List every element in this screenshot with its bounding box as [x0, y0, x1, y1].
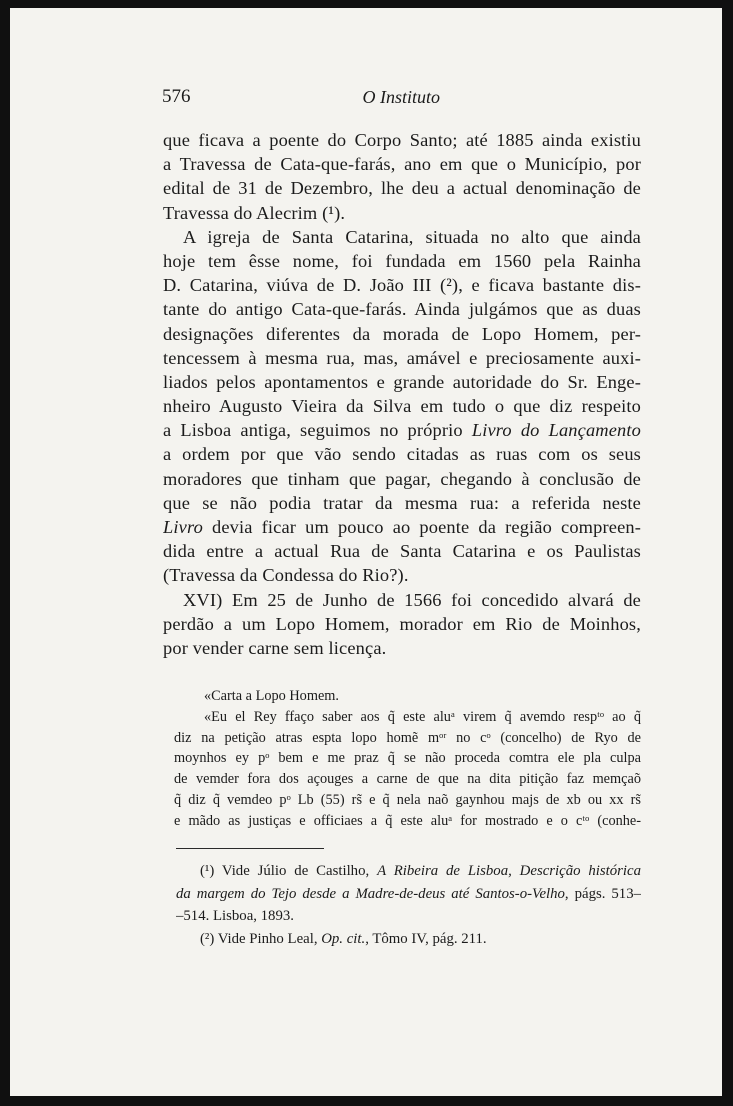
body-text	[163, 128, 641, 660]
footnote-1-line	[176, 860, 641, 883]
text-line: Travessa do Alecrim (¹).	[163, 202, 346, 223]
footnote-1-line	[176, 883, 641, 906]
text-line: por vender carne sem licença.	[163, 637, 387, 658]
text-line: que ficava a poente do Corpo Santo; até 1885 ainda existiu	[163, 130, 641, 150]
text-line: edital de 31 de Dezembro, lhe deu a actual denominação de	[163, 178, 641, 199]
footnote-text: (¹) Vide Júlio de Castilho,	[200, 863, 378, 879]
text-line-with-italic	[163, 418, 641, 442]
text-line: moradores que tinham que pagar, chegando à conclusão de	[163, 468, 641, 489]
quote-line: «Eu el Rey ffaço saber aos q̃ este aluᵃ virem q̃ avemdo respᵗᵒ ao q̃	[204, 708, 641, 725]
text-line: hoje tem êsse nome, foi fundada em 1560 pela Rainha	[163, 250, 641, 271]
text-line: a Travessa de Cata-que-farás, ano em que o Município, por	[163, 154, 641, 175]
quote-line: moynhos ey pᵒ bem e me praz q̃ se não proceda comtra ele pla culpa	[174, 750, 641, 767]
quote-line: diz na petição atras espta lopo homẽ mᵒʳ no cᵒ (concelho) de Ryo de	[174, 729, 641, 746]
text-line: XVI) Em 25 de Junho de 1566 foi concedido alvará de	[183, 589, 641, 610]
text-line: (Travessa da Condessa do Rio?).	[163, 565, 409, 586]
italic-book-title: Livro	[163, 517, 203, 537]
text-line: tante do antigo Cata-que-farás. Ainda julgámos que as duas	[163, 299, 641, 320]
footnote-divider	[176, 848, 324, 849]
page-number: 576	[162, 86, 191, 107]
running-title: O Instituto	[362, 87, 440, 107]
quote-line: q̃ diz q̃ vemdeo pᵒ Lb (55) rs̃ e q̃ nela naõ gaynhou majs de xb ou xx rs̃	[174, 791, 641, 808]
text-segment: devia ficar um pouco ao poente da região compreen-	[202, 517, 641, 537]
text-line: dida entre a actual Rua de Santa Catarina e os Paulistas	[163, 541, 641, 562]
text-line: a ordem por que vão sendo citadas as ruas com os seus	[163, 444, 641, 465]
footnote-italic-ref: Op. cit.	[321, 930, 366, 947]
footnote-text: , págs. 513–	[564, 885, 641, 902]
text-line-with-italic	[163, 515, 641, 539]
footnote-italic-title: da margem do Tejo desde a Madre-de-deus até Santos-o-Velho	[176, 885, 565, 902]
text-line: A igreja de Santa Catarina, situada no alto que ainda	[183, 226, 641, 247]
footnote-text: , Tômo IV, pág. 211.	[365, 930, 487, 947]
text-line: D. Catarina, viúva de D. João III (²), e ficava bastante dis-	[163, 275, 641, 296]
quote-line: «Carta a Lopo Homem.	[204, 688, 339, 704]
text-line: que se não podia tratar da mesma rua: a referida neste	[163, 492, 641, 513]
footnote-1-line: –514. Lisboa, 1893.	[176, 908, 294, 925]
book-page	[10, 8, 722, 1096]
text-line: liados pelos apontamentos e grande autoridade do Sr. Enge-	[163, 371, 641, 392]
quote-line: e mãdo as justiças e officiaes a q̃ este aluᵃ for mostrado e o cᵗᵒ (conhe-	[174, 812, 641, 829]
footnotes	[176, 860, 641, 950]
text-line: designações diferentes da morada de Lopo Homem, per-	[163, 323, 641, 344]
footnote-italic-title: A Ribeira de Lisboa, Descrição histórica	[377, 863, 641, 879]
page-header	[162, 86, 440, 110]
text-segment: a Lisboa antiga, seguimos no próprio	[163, 420, 472, 441]
footnote-text: (²) Vide Pinho Leal,	[200, 930, 322, 947]
quoted-document	[174, 686, 641, 832]
italic-book-title: Livro do Lançamento	[471, 420, 641, 441]
text-line: tencessem à mesma rua, mas, amável e preciosamente auxi-	[163, 347, 641, 368]
text-line: perdão a um Lopo Homem, morador em Rio de Moinhos,	[163, 613, 641, 634]
footnote-2-line	[176, 928, 641, 951]
text-line: nheiro Augusto Vieira da Silva em tudo o que diz respeito	[163, 396, 641, 417]
quote-line: de vemder fora dos açouges a carne de que na dita pitição faz memçaõ	[174, 771, 641, 788]
